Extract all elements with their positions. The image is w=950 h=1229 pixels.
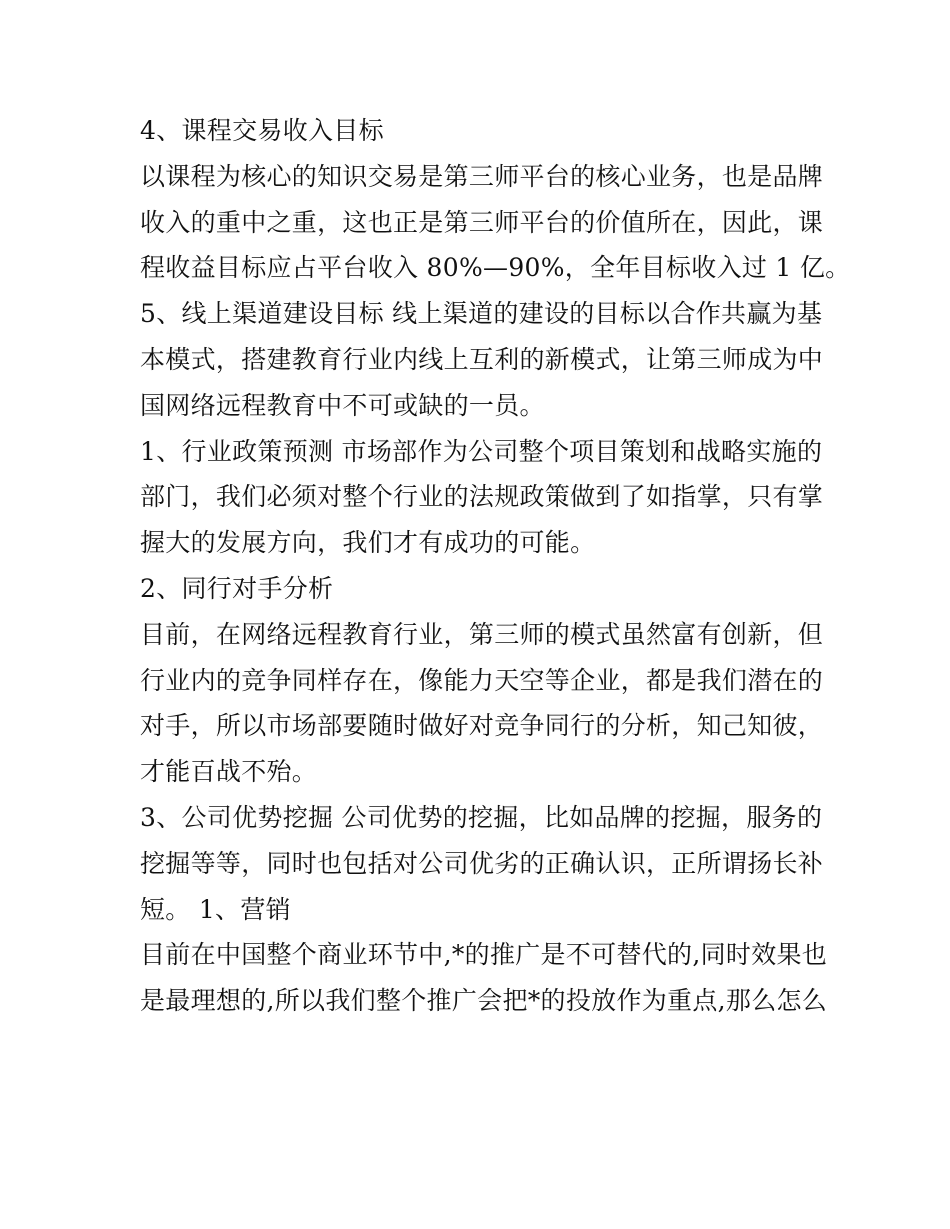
paragraph-line: 短。 1、营销 [140,894,291,924]
paragraph-line: 程收益目标应占平台收入 80%—90%，全年目标收入过 1 亿。 [140,253,851,283]
heading-competitor-analysis: 2、同行对手分析 [140,573,334,603]
paragraph-line: 目前，在网络远程教育行业，第三师的模式虽然富有创新，但 [140,619,824,649]
paragraph-line: 才能百战不殆。 [140,757,318,787]
paragraph-line: 国网络远程教育中不可或缺的一员。 [140,390,545,420]
heading-course-revenue-goal: 4、课程交易收入目标 [140,116,384,145]
paragraph-line: 握大的发展方向，我们才有成功的可能。 [140,528,596,558]
paragraph-line: 本模式，搭建教育行业内线上互利的新模式，让第三师成为中 [140,344,824,374]
document-body [140,108,851,1024]
paragraph-line: 是最理想的,所以我们整个推广会把*的投放作为重点,那么怎么 [140,986,828,1016]
paragraph-line: 3、公司优势挖掘 公司优势的挖掘，比如品牌的挖掘，服务的 [140,802,823,832]
paragraph-line: 5、线上渠道建设目标 线上渠道的建设的目标以合作共赢为基 [140,299,823,329]
paragraph-line: 行业内的竞争同样存在，像能力天空等企业，都是我们潜在的 [140,665,824,695]
paragraph-line: 挖掘等等，同时也包括对公司优劣的正确认识，正所谓扬长补 [140,848,824,878]
paragraph-line: 目前在中国整个商业环节中,*的推广是不可替代的,同时效果也 [140,940,828,970]
paragraph-line: 部门，我们必须对整个行业的法规政策做到了如指掌，只有掌 [140,482,824,512]
paragraph-line: 以课程为核心的知识交易是第三师平台的核心业务，也是品牌 [140,161,824,191]
paragraph-line: 1、行业政策预测 市场部作为公司整个项目策划和战略实施的 [140,436,823,466]
paragraph-line: 收入的重中之重，这也正是第三师平台的价值所在，因此，课 [140,207,824,237]
paragraph-line: 对手，所以市场部要随时做好对竞争同行的分析，知己知彼， [140,711,824,741]
